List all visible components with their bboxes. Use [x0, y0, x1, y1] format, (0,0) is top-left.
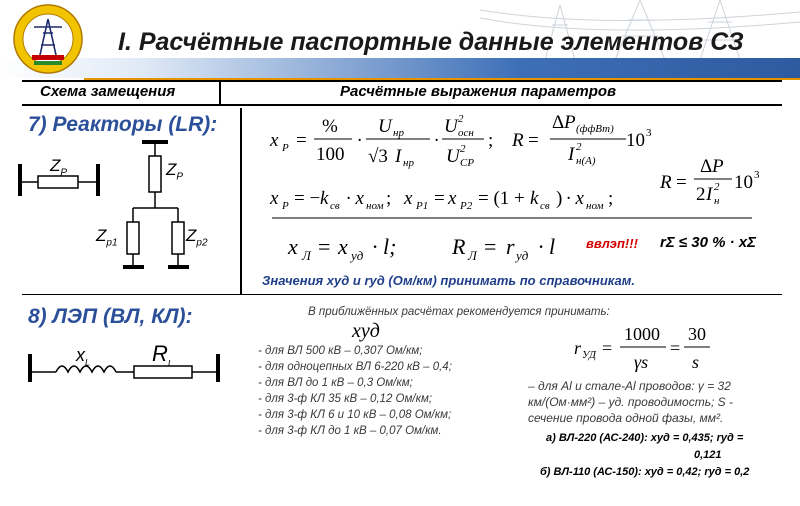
svg-text:уд: уд [516, 248, 529, 263]
svg-text:Р: Р [282, 200, 289, 212]
svg-text:· x: · x [346, 188, 364, 209]
svg-text:;: ; [386, 188, 392, 209]
zp-label: $Z_P$ [50, 156, 68, 179]
svg-text:н(А): н(А) [576, 155, 596, 167]
svg-text:Р1: Р1 [416, 200, 429, 212]
svg-text:св: св [540, 200, 550, 212]
svg-text:уд: уд [351, 248, 364, 263]
svg-text:· l;: · l; [372, 234, 397, 259]
svg-text:k: k [530, 188, 539, 209]
svg-text:√3: √3 [368, 146, 388, 167]
list-item: - для ВЛ 500 кВ – 0,307 Ом/км; [258, 345, 423, 357]
svg-text:УД: УД [582, 349, 596, 361]
svg-text:2: 2 [696, 184, 706, 205]
svg-text:СР: СР [460, 157, 475, 169]
approx-heading: В приближённых расчётах рекомендуется принимать: [308, 306, 610, 318]
line-formulas [280, 226, 580, 266]
svg-text:= (1 +: = (1 + [478, 188, 525, 209]
svg-text:R: R [512, 130, 524, 151]
svg-text:Л: Л [468, 248, 477, 263]
svg-text:I: I [706, 184, 713, 205]
list-item: - для 3-ф КЛ 6 и 10 кВ – 0,08 Ом/км; [258, 409, 452, 421]
svg-text:Δ: Δ [552, 112, 565, 133]
split-reactor-diagram [118, 136, 198, 274]
reference-note: Значения xуд и rуд (Ом/км) принимать по справочникам. [262, 273, 635, 288]
list-item: - для 3-ф КЛ до 1 кВ – 0,07 Ом/км. [258, 425, 442, 437]
svg-text:ном: ном [586, 200, 604, 212]
svg-text:= −: = − [294, 188, 321, 209]
svg-text:r: r [506, 234, 515, 259]
example-a-value: 0,121 [694, 449, 722, 461]
svg-text:=: = [602, 338, 613, 358]
svg-text:·: · [357, 130, 362, 151]
svg-text:s: s [692, 352, 700, 372]
svg-text:ном: ном [366, 200, 384, 212]
svg-text:;: ; [488, 130, 494, 151]
example-a: а) ВЛ-220 (АС-240): xуд = 0,435; rуд = [546, 432, 744, 444]
rud-formula [570, 322, 720, 376]
svg-text:Δ: Δ [700, 156, 713, 177]
svg-text:н: н [714, 195, 720, 207]
svg-text:=: = [296, 130, 307, 151]
xud-symbol: xуд [352, 320, 380, 342]
header-top-rule [22, 80, 782, 82]
svg-text:=: = [528, 130, 539, 151]
vvlep-rule: rΣ ≤ 30 % · xΣ [660, 234, 756, 251]
svg-text:3: 3 [754, 169, 760, 181]
conductor-note: – для Al и стале-Al проводов: γ = 32 км/(Ом·мм²) – уд. проводимость; S - сечение провода одной фазы, мм². [528, 379, 734, 425]
svg-text:P: P [564, 112, 576, 133]
university-logo [12, 3, 84, 75]
list-item: - для одноцепных ВЛ 6-220 кВ – 0,4; [258, 361, 452, 373]
svg-text:): ) [556, 188, 563, 209]
rl-label: $R_L$ [152, 341, 173, 369]
right-column-header: Расчётные выражения параметров [340, 83, 617, 100]
reactors-title: 7) Реакторы (LR): [28, 113, 218, 136]
svg-text:x: x [270, 130, 279, 151]
section-rule [22, 294, 782, 295]
svg-text:U: U [378, 116, 392, 137]
svg-text:k: k [320, 188, 329, 209]
left-column-header: Схема замещения [40, 83, 176, 100]
reactor-formulas [262, 108, 782, 220]
svg-text:γs: γs [634, 352, 649, 372]
svg-text:2: 2 [576, 141, 582, 153]
svg-text:=: = [318, 234, 331, 259]
svg-text:I: I [395, 146, 402, 167]
list-item: - для 3-ф КЛ 35 кВ – 0,12 Ом/км; [258, 393, 433, 405]
svg-text:x: x [404, 188, 413, 209]
zp2-label: $Z_{p2}$ [186, 226, 208, 249]
xud-list [258, 345, 452, 441]
line-diagram [26, 350, 226, 386]
svg-text:30: 30 [688, 324, 706, 344]
xl-label: $x_L$ [76, 345, 91, 368]
svg-text:r: r [574, 338, 582, 358]
svg-text:x: x [338, 234, 348, 259]
svg-text:нр: нр [403, 157, 414, 169]
svg-text:I: I [568, 144, 575, 165]
svg-text:U: U [446, 146, 460, 167]
section-divider [240, 108, 242, 294]
svg-text:осн: осн [458, 127, 474, 139]
svg-text:св: св [330, 200, 340, 212]
column-divider [219, 82, 221, 104]
example-b: б) ВЛ-110 (АС-150): xуд = 0,42; rуд = 0,2 [540, 466, 750, 478]
svg-text:P: P [712, 156, 724, 177]
svg-text:· x: · x [566, 188, 584, 209]
zp-split-label: $Z_P$ [166, 160, 184, 183]
svg-text:10: 10 [734, 172, 753, 193]
svg-text:· l: · l [538, 234, 556, 259]
zp1-label: $Z_{p1}$ [96, 226, 118, 249]
page-title: I. Расчётные паспортные данные элементов СЗ [118, 28, 744, 56]
svg-text:=: = [484, 234, 497, 259]
svg-text:x: x [448, 188, 457, 209]
svg-text:·: · [434, 130, 439, 151]
svg-text:;: ; [608, 188, 614, 209]
list-item: - для ВЛ до 1 кВ – 0,3 Ом/км; [258, 377, 413, 389]
svg-text:Р2: Р2 [460, 200, 473, 212]
svg-text:1000: 1000 [624, 324, 660, 344]
svg-text:R: R [452, 234, 466, 259]
svg-text:2: 2 [458, 113, 464, 125]
vvlep-warning: ввлэп!!! [586, 236, 638, 251]
svg-text:Л: Л [302, 248, 311, 263]
header-bottom-rule [22, 104, 782, 106]
svg-text:R: R [660, 172, 672, 193]
svg-text:=: = [434, 188, 445, 209]
svg-text:3: 3 [646, 127, 652, 139]
svg-text:U: U [444, 116, 458, 137]
svg-text:2: 2 [460, 143, 466, 155]
svg-text:x: x [270, 188, 279, 209]
svg-text:%: % [322, 116, 338, 137]
svg-text:(ффВт): (ффВт) [576, 123, 614, 135]
svg-text:Р: Р [282, 142, 289, 154]
svg-text:=: = [670, 338, 681, 358]
svg-text:нр: нр [393, 127, 404, 139]
svg-text:10: 10 [626, 130, 645, 151]
svg-text:2: 2 [714, 181, 720, 193]
svg-text:100: 100 [316, 144, 345, 165]
svg-text:x: x [288, 234, 298, 259]
svg-text:=: = [676, 172, 687, 193]
line-title: 8) ЛЭП (ВЛ, КЛ): [28, 305, 193, 328]
header-band [0, 58, 800, 78]
